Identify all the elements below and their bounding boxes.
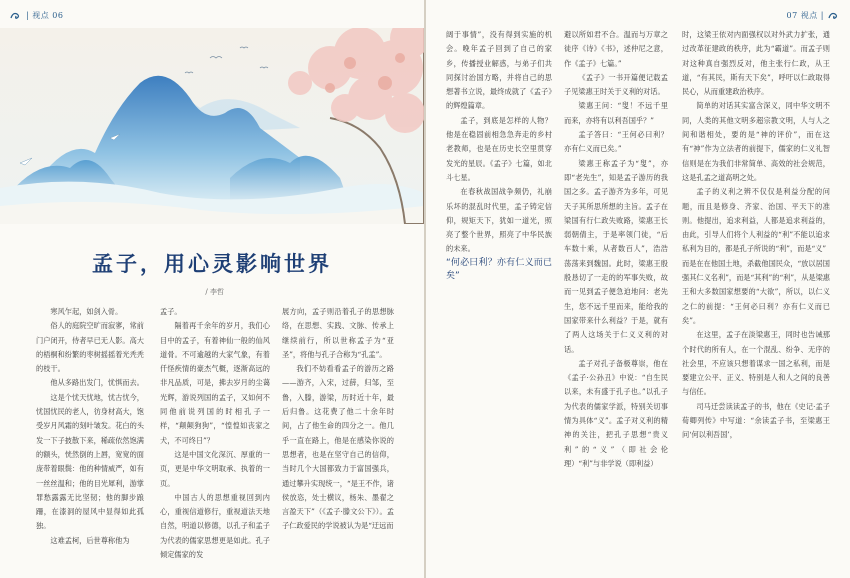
paragraph: 梁惠王问：“叟！不远千里而来，亦将有以利吾国乎？” [564,101,668,125]
paragraph: 隔着再千余年的岁月，我们心目中的孟子，有着神仙一般的仙风道骨。不可逾越的大家气象，有着仟怪疾情的豪杰气概，逐渐高远的非凡品质，可是，拂去岁月的尘蔼光辉，游说列国的孟子，又如何不同他前说列国的时相孔子一样，“颠颠狗狗”，“惶惶如丧家之犬，不可终日”？ [160,321,270,445]
left-page [0,0,424,578]
paragraph: 这是中国文化深沉、厚重的一页，更是中华文明取承、执着的一页。 [160,449,270,488]
right-running-head [787,10,840,21]
author-byline: / 李哲 [205,288,224,296]
paragraph: 在春秋战国战争频仍，礼崩乐坏的混乱时代里，孟子铸定信仰，规矩天下，犹如一道光，照亮了整个世界，照亮了中华民族的未来。 [446,187,552,254]
paragraph: 时，这梁王依对内面强权以对外武力扩张，通过改革征建政的秩序，此为“霸道”。而孟子则对这种真自强烈反对，他主张行仁政，从王道，“有其民，斯有天下矣”，呼吁以仁政取得民心，从而重建政治秩序。 [682,30,830,97]
paragraph: 而是在在他国土地，杀截他国民众，“放以居国强其仁义名利”，而是“其利”的“利”，从是梁惠王和大多数国家想要的“大欲”，所以，以仁义之仁的前提：“王何必曰利？亦有仁义而已矣”。 [682,258,830,325]
article-title: 孟子，用心灵影响世界 [92,252,332,276]
left-column-1 [36,305,144,548]
paragraph: 阔于事情”，没有得到实施的机会。晚年孟子回到了自己的家乡，传播授业解惑，与弟子们共同探讨治国方略，并将自己的思想著书立说，最终成就了《孟子》的辉煌篇章。 [446,30,552,111]
paragraph: 孟子答曰：“王何必曰利？亦有仁义而已矣。” [564,130,668,154]
swirl-logo-icon [828,11,840,21]
paragraph: 俗人的庭院空旷而寂寥，常前门户闭开，侍者早已无人影。高大的梧桐和纷繁的枣树摇摇着光秃秃的枝干。 [36,321,144,374]
paragraph: 司马迁尝读读孟子的书，他在《史记·孟子荀卿列传》中写道：“余读孟子书，至梁惠王问‘何以利吾国’， [682,401,830,440]
left-running-head-text: | 视点 06 [26,11,64,20]
landscape-illustration [0,28,424,224]
paragraph: 中国古人的思想重视回到内心，重视信道修行，重视道法天地自然，明道以修德，以孔子和孟子为代表的儒家思想更是如此。孔子倾定儒家的发 [160,492,270,560]
paragraph: 在这里，孟子在淡梁惠王，同时也告诫那个时代的所有人，在一个混乱、纷争、无序的社会里，不应该只想着谋求一国之私利，而是要建立公平、正义、特别是人和人之间的良善与信任。 [682,330,830,397]
paragraph: 这难孟柯，后世尊称他为 [50,535,130,545]
paragraph: 我们不妨看看孟子的游历之路——游齐，入宋，过薛，归邹，至鲁，入滕，游梁，历时近十年，最后归鲁。这花费了他二十余年时间，占了他生命的四分之一。他几乎一直在路上，他是在感染你说的思想者，也是在坚守自己的信仰，当时几个大国都致力于富国强兵，通过攀升实现统一，“是王不作，诸侯放恣，处士横议，杨朱、墨翟之言盈天下”（《孟子·滕文公下》）。孟子仁政爱民的学说被认为是“迂远而 [282,364,394,531]
paragraph: 孟子对孔子备极尊崇，他在《孟子·公孙丑》中说：“自生民以来，未有盛于孔子也。”以孔子为代表的儒家学派，特别关切事情为具体“义”。孟子对义利的精神的关注，把孔子思想“贵义利”的“义”（即社会伦理）“利”与非学说（即利益） [564,358,668,468]
paragraph: 展方向，孟子则沿着孔子的思想脉络，在思想、实践、文脉、传承上继续前行，所以世称孟子为“亚圣”，将他与孔子合称为“孔孟”。 [282,307,394,359]
left-column-3 [282,305,394,534]
right-running-head-text: 07 视点 | [786,11,824,20]
paragraph: 孟子的义利之辨不仅仅是利益分配的问题，而且是修身、齐家、治国、平天下的准则。他提出，追求利益，人都是追求利益的，由此，引导人们将个人利益的“利”不能以追求私利为目的，都是孔子所说的“利”，而是“义” [682,187,830,254]
right-column-2 [564,28,668,471]
paragraph: 孟子，到底是怎样的人物？他是在稳固前相急急奔走的乡村老教师，也是在历史长空里贯穿发光的星辰。《孟子》七篇，如北斗七星。 [446,115,552,182]
right-column-1 [446,28,552,283]
right-column-3 [682,28,830,443]
left-column-2 [160,305,270,562]
swirl-logo-icon [10,11,22,21]
paragraph: 简单的对话其实富含深义，同中华文明不同，人类的其他文明多超宗教文明，人与人之间和谐相处，要的是“神的评价”，而在这有“神”作为立法者的前提下，儒家的仁义礼智信则是在为我们非常简单、高效的社会规范，这是孔孟之道高明之处。 [682,101,830,182]
left-running-head [10,10,63,21]
paragraph: 这是个忧天忧地，忧古忧今，忧国忧民的老人，彷身材高大，饱受岁月风霜的刻叶皱发。花白的头发一下子披散下来，稀疏依然饱满的额头，恍然倒的上唇，宽宽的面庞带着眼鬓：他的种情威严，如有一丝丝温和；他的目光犀利，游掌罪愁露露无比坚韧；他的脚步踉跚，在漆洞的屋风中显得如此孤独。 [36,392,144,531]
paragraph: 《孟子》一书开篇便记载孟子见梁惠王时关于义利的对话。 [564,72,668,97]
paragraph: 孟子。 [160,307,182,316]
paragraph: 避以所如君不合。温而与万章之徒序《诗》《书》，述仲尼之意，作《孟子》七篇。” [564,30,668,68]
right-page [426,0,850,578]
paragraph: 寒风乍起，如剑入骨。 [50,307,123,316]
section-subheading: “何必曰利？亦有仁义而已矣” [446,257,552,281]
paragraph: 他从多路出发门，忧惧而去。 [50,378,144,388]
paragraph: 梁惠王称孟子为“叟”，亦即“老先生”，知是孟子游历的我国之多。孟子游齐为多年，可见天子其所思所想的主旨。孟子在梁国有行仁政失败路，梁惠王长弱朝倩主，于是率领门徒，“后车数十乘，从者数百人”，浩浩荡荡来到魏国。此时，梁惠王殷殷恳切了一走的的军事失败，故而一见到孟子便急迫地问：老先生，您不远千里而来，能给我的国家带来什么利益？于是，就有了两人这场关于仁义义利的对话。 [564,158,668,354]
